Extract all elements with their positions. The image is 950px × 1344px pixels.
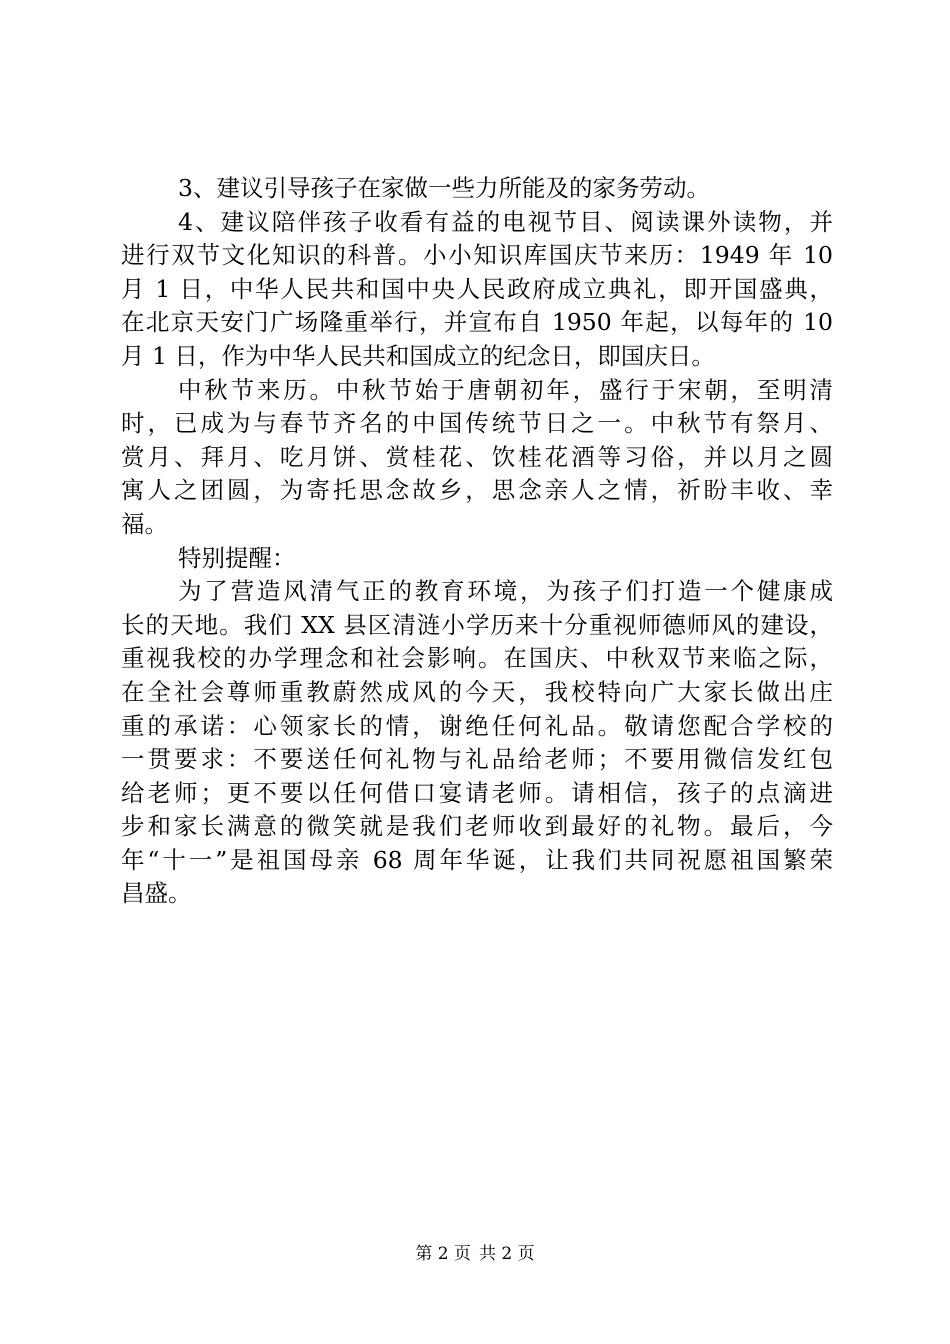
page-footer <box>0 1242 950 1266</box>
text-line: 在全社会尊师重教蔚然成风的今天，我校特向广大家长做出庄 <box>121 677 833 706</box>
text-line: 3、建议引导孩子在家做一些力所能及的家务劳动。 <box>178 174 710 202</box>
text-line: 赏月、拜月、吃月饼、赏桂花、饮桂花酒等习俗，并以月之圆 <box>121 442 833 471</box>
text-line: 月 1 日，中华人民共和国中央人民政府成立典礼，即开国盛典， <box>121 274 833 303</box>
text-line: 给老师；更不要以任何借口宴请老师。请相信，孩子的点滴进 <box>121 778 833 807</box>
text-line: 福。 <box>121 509 168 538</box>
text-line: 月 1 日，作为中华人民共和国成立的纪念日，即国庆日。 <box>121 341 715 370</box>
text-line: 时，已成为与春节齐名的中国传统节日之一。中秋节有祭月、 <box>121 409 833 438</box>
text-line: 寓人之团圆，为寄托思念故乡，思念亲人之情，祈盼丰收、幸 <box>121 476 833 505</box>
text-line: 步和家长满意的微笑就是我们老师收到最好的礼物。最后，今 <box>121 812 833 841</box>
text-line: 在北京天安门广场隆重举行，并宣布自 1950 年起，以每年的 10 <box>121 308 833 337</box>
document-body <box>121 172 833 911</box>
text-line: 为了营造风清气正的教育环境，为孩子们打造一个健康成 <box>178 577 833 606</box>
text-line: 重视我校的办学理念和社会影响。在国庆、中秋双节来临之际， <box>121 644 833 673</box>
text-line: 重的承诺：心领家长的情，谢绝任何礼品。敬请您配合学校的 <box>121 711 833 740</box>
text-line: 昌盛。 <box>121 879 192 908</box>
text-line: 特别提醒： <box>178 543 296 572</box>
page-number: 第 2 页 <box>415 1244 471 1264</box>
text-line: 年“十一”是祖国母亲 68 周年华诞，让我们共同祝愿祖国繁荣 <box>121 845 833 874</box>
text-line: 一贯要求：不要送任何礼物与礼品给老师；不要用微信发红包 <box>121 745 833 774</box>
text-line: 中秋节来历。中秋节始于唐朝初年，盛行于宋朝，至明清 <box>178 375 833 404</box>
text-line: 长的天地。我们 XX 县区清涟小学历来十分重视师德师风的建设， <box>121 610 833 639</box>
page-total: 共 2 页 <box>479 1244 535 1264</box>
text-line: 进行双节文化知识的科普。小小知识库国庆节来历：1949 年 10 <box>121 241 833 270</box>
text-line: 4、建议陪伴孩子收看有益的电视节目、阅读课外读物，并 <box>178 207 833 236</box>
